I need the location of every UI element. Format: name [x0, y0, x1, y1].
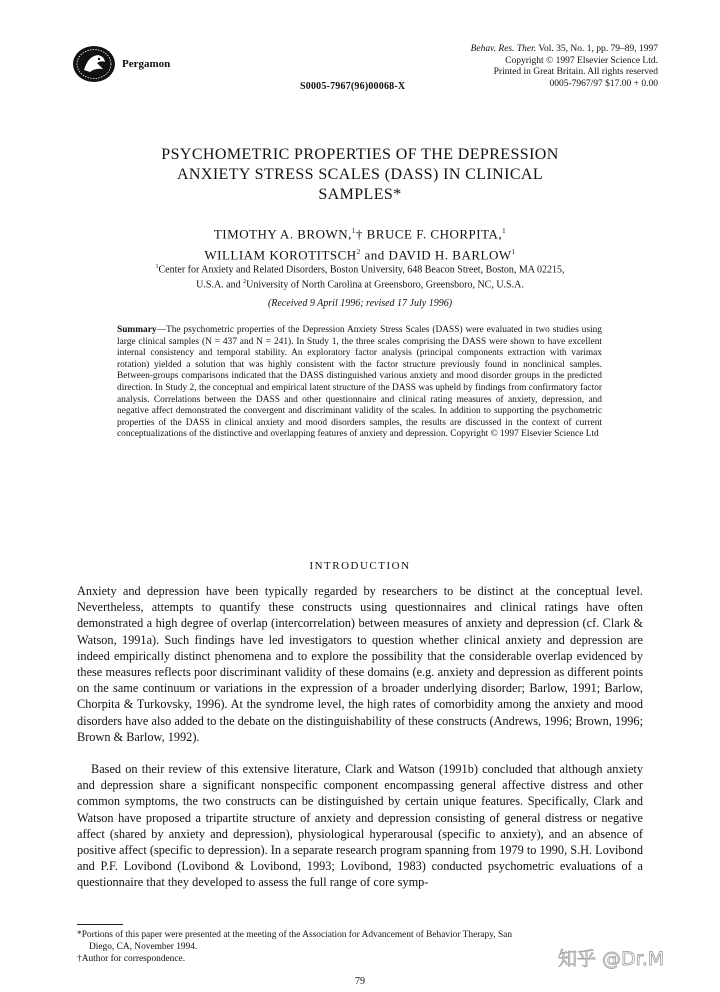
affiliation-marker: 1: [351, 227, 356, 235]
affiliation-marker: 2: [243, 279, 247, 286]
abstract: [117, 325, 602, 441]
pergamon-logo-icon: [70, 44, 118, 84]
affiliation-line: [100, 261, 620, 276]
author-name: and DAVID H. BARLOW: [360, 247, 512, 263]
affiliation-text: Center for Anxiety and Related Disorders, Boston University, 648 Beacon Street, Boston, MA 02215,: [158, 264, 565, 276]
author-name: WILLIAM KOROTITSCH: [204, 247, 357, 263]
paper-title: [80, 145, 640, 205]
author-name: TIMOTHY A. BROWN,: [213, 226, 352, 242]
title-line: PSYCHOMETRIC PROPERTIES OF THE DEPRESSION: [161, 146, 559, 163]
footnote-text: Diego, CA, November 1994.: [89, 941, 198, 952]
author-line: [80, 222, 640, 243]
affiliation-marker: 1: [511, 248, 516, 257]
publisher-name: Pergamon: [122, 58, 171, 70]
abstract-text: —The psychometric properties of the Depression Anxiety Stress Scales (DASS) were evaluated in two studies using large clinical samples (N = 437 and N = 241). In Study 1, the three scales comprising the DASS were shown to have excellent internal consistency and temporal stability. An exploratory factor analysis (principal components extraction with varimax rotation) yielded a solution that was highly consistent with the factor structure previously found in nonclinical samples. Between-groups comparisons indicated that the DASS distinguished various anxiety and mood disorder groups in the predicted direction. In Study 2, the conceptual and empirical latent structure of the DASS was upheld by findings from confirmatory factor analysis. Correlations between the DASS and other questionnaire and clinical rating measures of anxiety, depression, and negative affect demonstrated the convergent and discriminant validity of the scales. In addition to supporting the psychometric properties of the DASS in clinical anxiety and mood disorders samples, the results are discussed in the context of current conceptualizations of the distinctive and overlapping features of anxiety and depression. Copyright © 1997 Elsevier Science Ltd: [117, 325, 602, 440]
footnote-text: *Portions of this paper were presented at the meeting of the Association for Advancement of Behavior Therapy, San: [77, 930, 513, 940]
author-list: [80, 222, 640, 265]
affiliation-line: [100, 276, 620, 291]
affiliations: [100, 261, 620, 292]
page-number: 79: [355, 976, 365, 987]
section-heading: INTRODUCTION: [309, 560, 411, 572]
affiliation-marker: 1: [502, 227, 507, 235]
body-paragraph: Anxiety and depression have been typically regarded by researchers to be distinct at the conceptual level. Nevertheless, attempts to quantify these constructs using questionnaires and clinical ratings have often demonstrated a high degree of overlap (intercorrelation) between measures of anxiety and depression (cf. Clark & Watson, 1991a). Such findings have led investigators to question whether clinical anxiety and depression are indeed empirically distinct phenomena and to explore the possibility that the considerable overlap evidenced by these measures reflects poor discriminant validity of these domains (e.g. anxiety and depression as different points on the same continuum or variations in the expression of a broader underlying disorder; Barlow, 1991; Barlow, Chorpita & Turkovsky, 1996). At the syndrome level, the high rates of comorbidity among the anxiety and mood disorders have also added to the debate on the distinguishability of these constructs (Andrews, 1996; Brown, 1996; Brown & Barlow, 1992).: [77, 584, 643, 744]
correspondence-marker: †: [355, 226, 363, 242]
zhihu-watermark-icon: [556, 943, 696, 973]
author-name: BRUCE F. CHORPITA,: [362, 226, 503, 242]
abstract-label: Summary: [117, 325, 157, 335]
journal-info: [471, 44, 658, 90]
journal-abbrev: Behav. Res. Ther.: [470, 44, 537, 54]
affiliation-text: University of North Carolina at Greensboro, Greensboro, NC, U.S.A.: [246, 279, 524, 291]
copyright-line: Copyright © 1997 Elsevier Science Ltd.: [505, 55, 658, 66]
journal-citation-line: [471, 44, 658, 56]
affiliation-marker: 1: [155, 264, 159, 270]
footnote: †Author for correspondence.: [77, 954, 186, 964]
received-dates: (Received 9 April 1996; revised 17 July 1996): [267, 298, 453, 309]
body-paragraph: Based on their review of this extensive literature, Clark and Watson (1991b) concluded that although anxiety and depression share a significant nonspecific component encompassing general affective distress and other common symptoms, the two constructs can be distinguished by certain unique features. Specifically, Clark and Watson have proposed a tripartite structure of anxiety and depression consisting of general distress or negative affect (shared by anxiety and depression), physiological hyperarousal (specific to anxiety), and an absence of positive affect (specific to depression). In a separate research program spanning from 1979 to 1990, S.H. Lovibond and P.F. Lovibond (Lovibond & Lovibond, 1993; Lovibond, 1983) conducted psychometric evaluations of a questionnaire that they developed to assess the full range of core symp-: [77, 762, 643, 890]
footnote-divider: [77, 924, 123, 925]
journal-volume: Vol. 35, No. 1, pp. 79–89, 1997: [536, 44, 658, 54]
price-line: 0005-7967/97 $17.00 + 0.00: [549, 78, 658, 89]
title-line: SAMPLES*: [318, 186, 402, 203]
printed-line: Printed in Great Britain. All rights reserved: [493, 67, 658, 77]
pii-code: S0005-7967(96)00068-X: [300, 81, 406, 92]
title-line: ANXIETY STRESS SCALES (DASS) IN CLINICAL: [176, 166, 544, 183]
affiliation-text: U.S.A. and: [196, 279, 244, 291]
affiliation-marker: 2: [356, 248, 361, 257]
svg-text:知乎 @Dr.M: 知乎 @Dr.M: [558, 948, 665, 970]
